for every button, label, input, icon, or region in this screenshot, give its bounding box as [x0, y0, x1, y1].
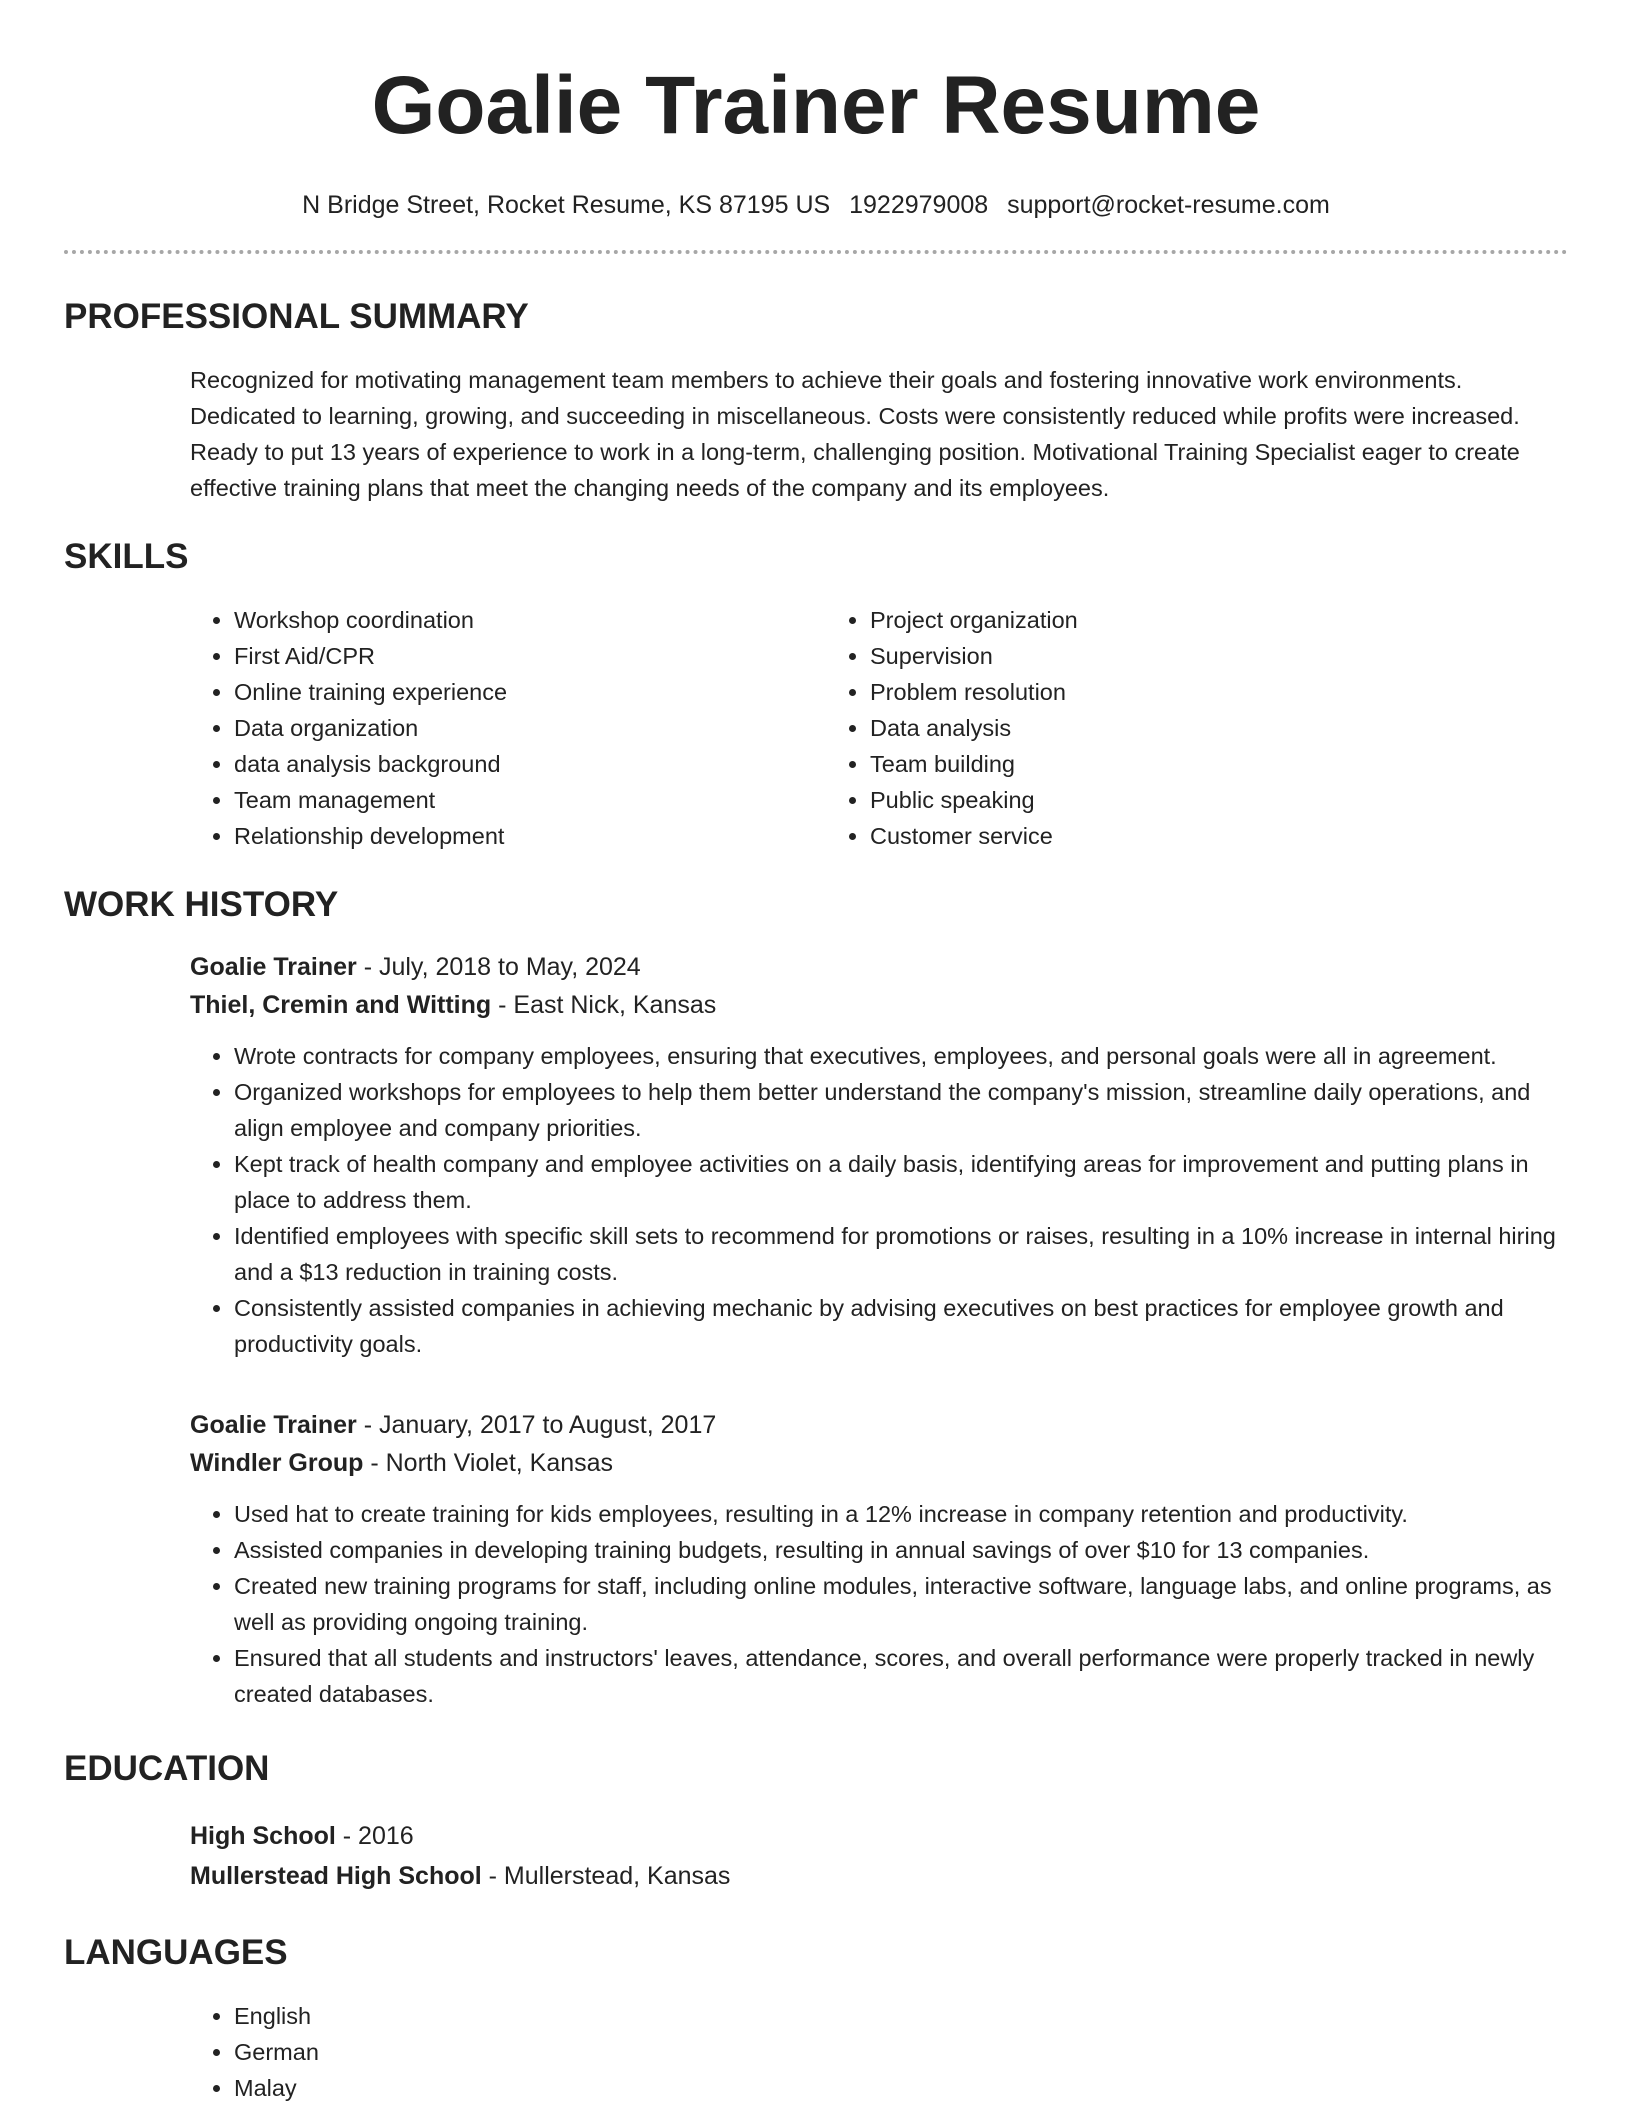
skill-item: • Online training experience	[234, 674, 826, 710]
job-role: Goalie Trainer	[190, 953, 357, 981]
job-bullet: • Ensured that all students and instructors' leaves, attendance, scores, and overall performance were properly tracked in newly created databases.	[234, 1640, 1568, 1712]
skill-item: • Workshop coordination	[234, 602, 826, 638]
language-item: • Malay	[234, 2070, 1568, 2106]
job-bullet: • Created new training programs for staff, including online modules, interactive software, language labs, and online programs, as well as providing ongoing training.	[234, 1568, 1568, 1640]
education-entry	[190, 1816, 1568, 1896]
job-company-line	[190, 1444, 1568, 1482]
education-school-line	[190, 1856, 1568, 1896]
work-history-heading: WORK HISTORY	[64, 885, 339, 924]
skill-item: • Team management	[234, 782, 826, 818]
skill-item: • Public speaking	[870, 782, 1462, 818]
job-bullets	[190, 1496, 1568, 1712]
skill-item: • First Aid/CPR	[234, 638, 826, 674]
job-entry	[190, 1406, 1568, 1712]
job-bullet: • Assisted companies in developing training budgets, resulting in annual savings of over $10 for 13 companies.	[234, 1532, 1568, 1568]
job-role-line	[190, 1406, 1568, 1444]
skills-column-right	[826, 602, 1462, 854]
header-divider	[64, 250, 1568, 254]
languages-list	[190, 1998, 1568, 2106]
job-location: - North Violet, Kansas	[363, 1449, 614, 1477]
skill-item: • Relationship development	[234, 818, 826, 854]
job-bullet: • Consistently assisted companies in achieving mechanic by advising executives on best practices for employee growth and productivity goals.	[234, 1290, 1568, 1362]
skills-heading: SKILLS	[64, 537, 189, 576]
language-item: • English	[234, 1998, 1568, 2034]
language-item: • German	[234, 2034, 1568, 2070]
job-location: - East Nick, Kansas	[491, 991, 717, 1019]
skills-grid	[190, 602, 1568, 854]
skills-column-left	[190, 602, 826, 854]
skill-item: • Problem resolution	[870, 674, 1462, 710]
job-role-line	[190, 948, 1568, 986]
job-bullet: • Identified employees with specific skill sets to recommend for promotions or raises, resulting in a 10% increase in internal hiring and a $13 reduction in training costs.	[234, 1218, 1568, 1290]
education-degree: High School	[190, 1822, 336, 1850]
contact-phone: 1922979008	[849, 191, 989, 219]
contact-email: support@rocket-resume.com	[1007, 191, 1330, 219]
skill-item: • Supervision	[870, 638, 1462, 674]
job-bullet: • Kept track of health company and employee activities on a daily basis, identifying areas for improvement and putting plans in place to address them.	[234, 1146, 1568, 1218]
summary-heading: PROFESSIONAL SUMMARY	[64, 297, 529, 336]
resume-title: Goalie Trainer Resume	[371, 60, 1261, 151]
summary-text: Recognized for motivating management team members to achieve their goals and fostering innovative work environments. Dedicated to learning, growing, and succeeding in miscellaneous. Costs were consistently reduced while profits were increased. Ready to put 13 years of experience to work in a long-term, challenging position. Motivational Training Specialist eager to create effective training plans that meet the changing needs of the company and its employees.	[190, 367, 1520, 501]
job-company: Thiel, Cremin and Witting	[190, 991, 492, 1019]
job-bullet: • Used hat to create training for kids employees, resulting in a 12% increase in company retention and productivity.	[234, 1496, 1568, 1532]
job-bullet: • Organized workshops for employees to help them better understand the company's mission, streamline daily operations, and align employee and company priorities.	[234, 1074, 1568, 1146]
job-company-line	[190, 986, 1568, 1024]
education-heading: EDUCATION	[64, 1749, 270, 1788]
job-company: Windler Group	[190, 1449, 364, 1477]
job-dates: - July, 2018 to May, 2024	[356, 953, 641, 981]
skill-item: • Team building	[870, 746, 1462, 782]
job-dates: - January, 2017 to August, 2017	[356, 1411, 717, 1439]
education-year: - 2016	[335, 1822, 414, 1850]
contact-address: N Bridge Street, Rocket Resume, KS 87195 US	[302, 191, 831, 219]
skill-item: • Customer service	[870, 818, 1462, 854]
job-bullets	[190, 1038, 1568, 1362]
job-role: Goalie Trainer	[190, 1411, 357, 1439]
skill-item: • Data analysis	[870, 710, 1462, 746]
education-location: - Mullerstead, Kansas	[481, 1862, 731, 1890]
languages-heading: LANGUAGES	[64, 1933, 288, 1972]
skill-item: • data analysis background	[234, 746, 826, 782]
job-bullet: • Wrote contracts for company employees, ensuring that executives, employees, and personal goals were all in agreement.	[234, 1038, 1568, 1074]
skill-item: • Project organization	[870, 602, 1462, 638]
education-school: Mullerstead High School	[190, 1862, 482, 1890]
contact-line	[64, 190, 1568, 220]
education-degree-line	[190, 1816, 1568, 1856]
skill-item: • Data organization	[234, 710, 826, 746]
job-entry	[190, 948, 1568, 1362]
